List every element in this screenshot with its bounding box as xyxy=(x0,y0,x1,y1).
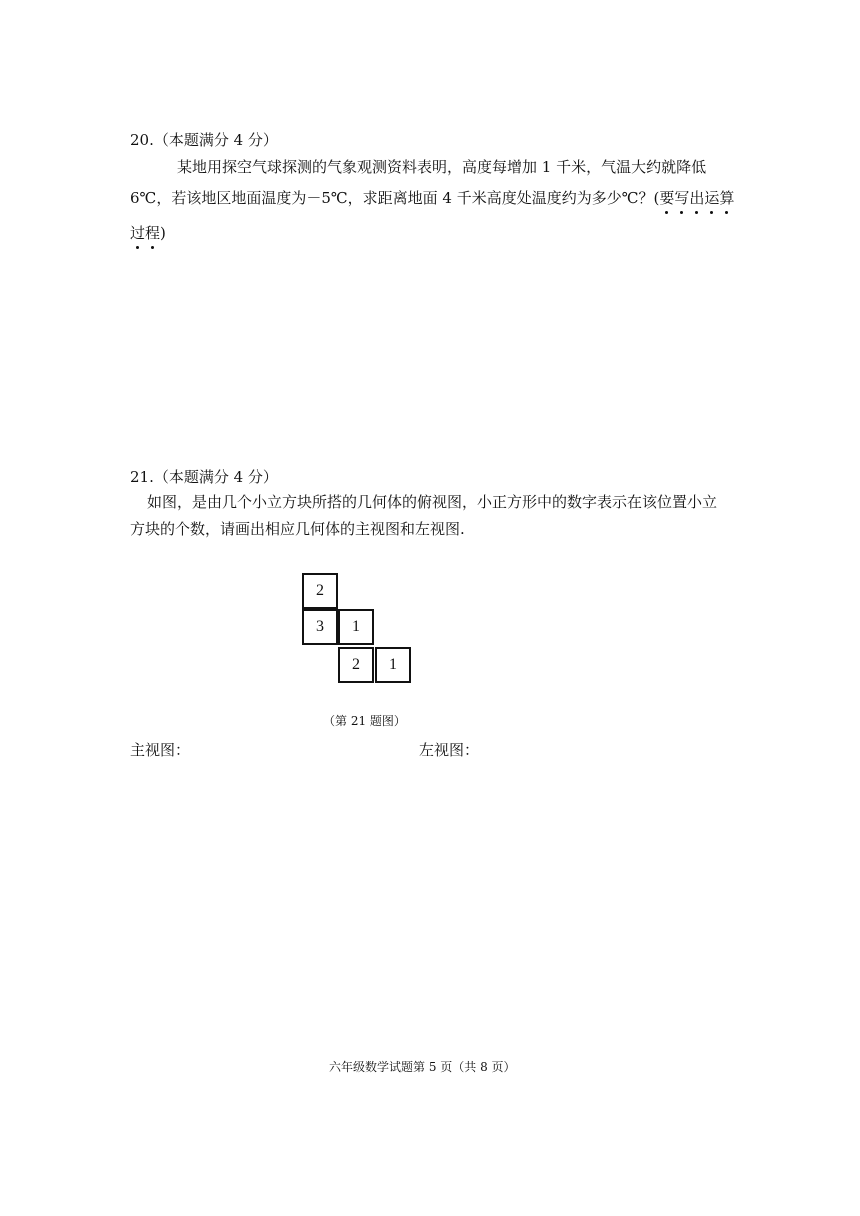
q20-line3 xyxy=(130,224,166,242)
q21-header: 21.（本题满分 4 分） xyxy=(130,468,278,486)
grid-cell-r3c2: 2 xyxy=(338,647,374,683)
q21-line1: 如图，是由几个小立方块所搭的几何体的俯视图，小正方形中的数字表示在该位置小立 xyxy=(147,493,718,511)
q20-emph-4: 运 xyxy=(704,189,720,207)
q20-emph-5: 算 xyxy=(719,189,735,207)
q20-header: 20.（本题满分 4 分） xyxy=(130,131,278,149)
q20-emph-6: 过 xyxy=(130,224,146,242)
figure-caption: （第 21 题图） xyxy=(323,714,406,728)
q21-line2: 方块的个数，请画出相应几何体的主视图和左视图. xyxy=(130,520,465,538)
grid-cell-r2c1: 3 xyxy=(302,609,338,645)
q20-emph-7: 程 xyxy=(145,224,161,242)
grid-cell-r3c3: 1 xyxy=(375,647,411,683)
q20-emph-3: 出 xyxy=(689,189,705,207)
grid-cell-r2c2: 1 xyxy=(338,609,374,645)
q20-close-paren: ) xyxy=(160,224,166,242)
q20-line1: 某地用探空气球探测的气象观测资料表明，高度每增加 1 千米，气温大约就降低 xyxy=(177,158,707,176)
q20-emph-2: 写 xyxy=(674,189,690,207)
q20-emph-1: 要 xyxy=(659,189,675,207)
q20-line2 xyxy=(130,189,734,207)
front-view-label: 主视图： xyxy=(130,741,191,759)
page-footer: 六年级数学试题第 5 页（共 8 页） xyxy=(329,1060,516,1074)
left-view-label: 左视图： xyxy=(419,741,480,759)
grid-cell-r1c1: 2 xyxy=(302,573,338,609)
q20-line2-text: 6℃，若该地区地面温度为－5℃，求距离地面 4 千米高度处温度约为多少℃？( xyxy=(130,189,660,207)
